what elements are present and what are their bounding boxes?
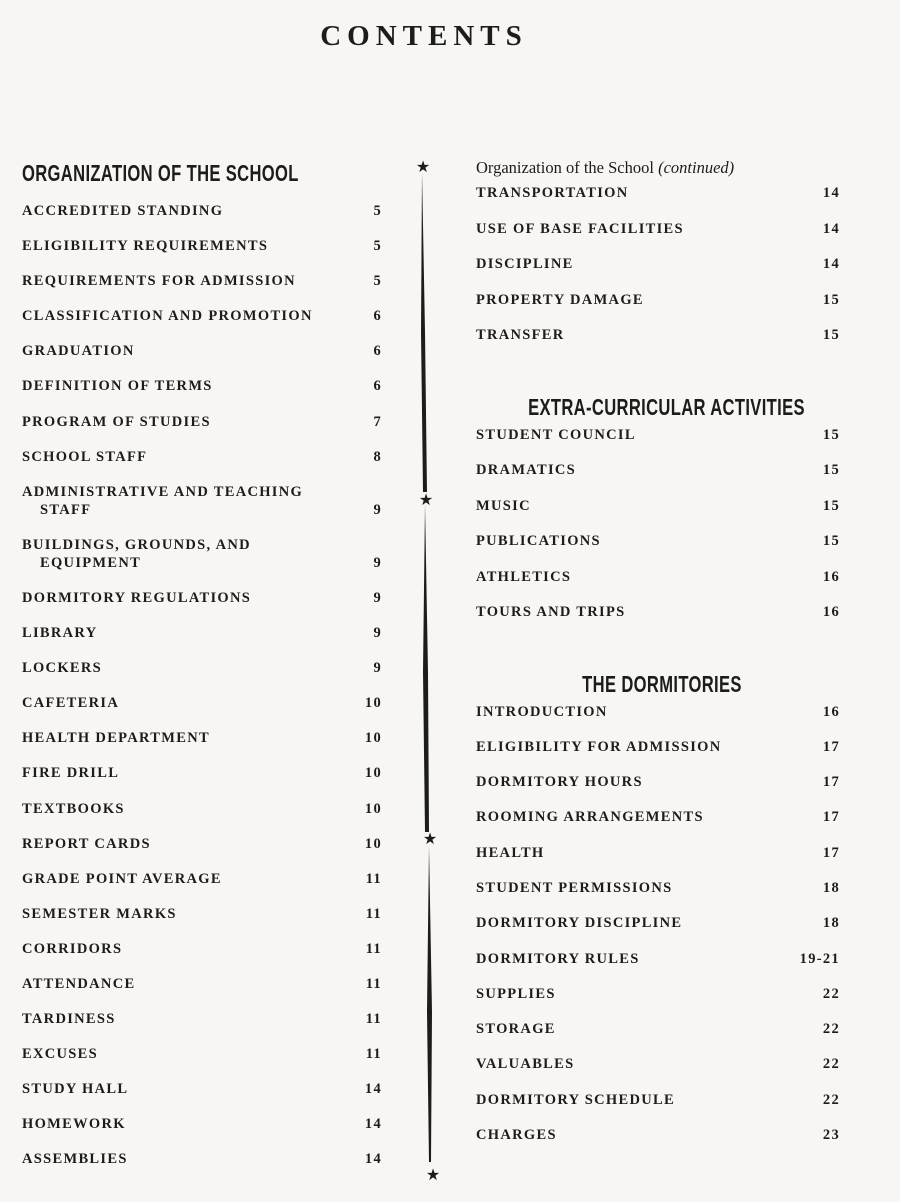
toc-entry-page-number: 6	[373, 308, 382, 325]
toc-entry-label-continued: EQUIPMENT	[40, 554, 142, 571]
toc-entry-label-continued: STAFF	[40, 501, 92, 518]
toc-entry-page-number: 9	[373, 589, 382, 606]
vertical-divider-ornament	[404, 152, 444, 1182]
toc-entry-page-number: 15	[822, 462, 840, 478]
toc-entry	[22, 624, 382, 642]
toc-entry-page-number: 15	[822, 533, 840, 549]
section-heading-organization: ORGANIZATION OF THE SCHOOL	[22, 160, 299, 186]
toc-entry-page-number: 10	[364, 730, 382, 747]
toc-entry	[476, 1091, 848, 1109]
toc-entry-label: MUSIC	[476, 497, 531, 514]
toc-entry	[22, 1010, 382, 1028]
toc-entry	[476, 773, 848, 791]
toc-entry-label: BUILDINGS, GROUNDS, AND	[22, 536, 251, 553]
toc-entry-page-number: 22	[822, 1021, 840, 1038]
toc-entry-label: ROOMING ARRANGEMENTS	[476, 809, 704, 826]
toc-list-organization	[22, 202, 382, 1168]
toc-entry-label: STORAGE	[476, 1021, 556, 1038]
toc-entry-page-number: 10	[364, 695, 382, 712]
toc-entry-label: DORMITORY HOURS	[476, 774, 643, 791]
toc-entry	[476, 426, 848, 444]
toc-entry-page-number: 14	[364, 1151, 382, 1168]
toc-entry	[476, 844, 848, 862]
toc-entry-page-number: 11	[365, 905, 382, 922]
toc-entry-label: GRADUATION	[22, 343, 135, 360]
star-icon: ★	[422, 829, 438, 848]
toc-entry-page-number: 18	[822, 915, 840, 932]
toc-entry	[476, 1055, 848, 1073]
toc-entry-page-number: 15	[822, 327, 840, 343]
toc-entry-page-number: 18	[822, 879, 840, 896]
toc-entry-label: HOMEWORK	[22, 1116, 126, 1133]
toc-entry	[22, 202, 382, 220]
toc-entry-label: ELIGIBILITY FOR ADMISSION	[476, 738, 722, 755]
toc-entry-page-number: 15	[822, 426, 840, 443]
divider-spindle-2	[423, 504, 429, 832]
toc-entry-label: REPORT CARDS	[22, 835, 151, 852]
toc-entry-page-number: 10	[364, 835, 382, 852]
continued-title	[476, 156, 848, 184]
toc-list-organization-continued	[476, 184, 848, 344]
toc-entry-label: CHARGES	[476, 1127, 557, 1144]
toc-entry-label: HEALTH	[476, 844, 545, 861]
toc-entry-page-number: 14	[364, 1116, 382, 1133]
toc-entry	[476, 985, 848, 1003]
toc-entry	[22, 940, 382, 958]
toc-entry	[22, 589, 382, 607]
toc-entry	[476, 291, 848, 309]
toc-entry-label: DEFINITION OF TERMS	[22, 378, 213, 395]
toc-entry-page-number: 5	[373, 203, 382, 219]
toc-entry	[476, 220, 848, 238]
toc-entry-label: DORMITORY RULES	[476, 950, 640, 967]
toc-entry	[22, 905, 382, 923]
toc-entry	[476, 738, 848, 756]
toc-entry	[476, 703, 848, 721]
continued-title-text: Organization of the School	[476, 158, 654, 177]
toc-entry-page-number: 5	[373, 273, 382, 290]
toc-entry-page-number: 11	[365, 975, 382, 992]
star-icon: ★	[418, 490, 434, 509]
section-heading-dormitories: THE DORMITORIES	[582, 670, 742, 697]
toc-entry-label: TRANSFER	[476, 327, 565, 343]
toc-entry	[476, 255, 848, 273]
toc-entry	[22, 536, 382, 572]
toc-entry-label: FIRE DRILL	[22, 765, 120, 782]
toc-entry	[22, 975, 382, 993]
toc-entry-label: PUBLICATIONS	[476, 533, 601, 549]
toc-entry-page-number: 19-21	[799, 950, 840, 967]
toc-entry-label: PROPERTY DAMAGE	[476, 291, 644, 308]
toc-entry	[22, 272, 382, 290]
toc-entry-page-number: 6	[373, 378, 382, 395]
toc-entry-label: LIBRARY	[22, 625, 98, 642]
toc-entry	[22, 483, 382, 519]
divider-spindle-3	[427, 846, 432, 1162]
toc-entry-label: REQUIREMENTS FOR ADMISSION	[22, 273, 296, 290]
toc-entry	[22, 448, 382, 466]
toc-entry-page-number: 22	[822, 1091, 840, 1108]
toc-entry-label: DRAMATICS	[476, 462, 577, 478]
toc-entry-label: PROGRAM OF STUDIES	[22, 413, 211, 430]
toc-entry-label: ATTENDANCE	[22, 975, 136, 992]
toc-entry-label: TEXTBOOKS	[22, 800, 125, 817]
toc-entry-page-number: 17	[822, 844, 840, 861]
toc-entry-label: ELIGIBILITY REQUIREMENTS	[22, 238, 269, 255]
toc-entry-label: ASSEMBLIES	[22, 1151, 128, 1168]
toc-entry-label: ACCREDITED STANDING	[22, 203, 224, 219]
toc-entry-label: STUDENT PERMISSIONS	[476, 879, 673, 896]
toc-entry	[22, 1150, 382, 1168]
toc-entry-label: TARDINESS	[22, 1011, 116, 1028]
right-column	[476, 156, 848, 1161]
toc-entry-page-number: 11	[365, 1046, 382, 1063]
toc-entry-page-number: 15	[822, 291, 840, 308]
toc-entry-label: CORRIDORS	[22, 940, 123, 957]
continued-note: (continued)	[658, 158, 735, 177]
toc-entry-label: HEALTH DEPARTMENT	[22, 730, 210, 747]
toc-entry-page-number: 14	[822, 185, 840, 201]
toc-entry	[476, 497, 848, 515]
toc-entry	[476, 1126, 848, 1144]
toc-entry	[22, 729, 382, 747]
toc-entry	[476, 184, 848, 202]
toc-entry	[476, 568, 848, 586]
toc-entry-label: INTRODUCTION	[476, 703, 608, 720]
divider-spindle-1	[421, 172, 427, 492]
toc-entry-page-number: 16	[822, 568, 840, 585]
toc-entry	[476, 532, 848, 550]
toc-entry	[22, 1080, 382, 1098]
toc-entry	[476, 603, 848, 621]
left-column	[22, 156, 382, 1186]
toc-entry-label: DORMITORY REGULATIONS	[22, 589, 252, 606]
toc-entry-page-number: 11	[365, 940, 382, 957]
toc-entry-page-number: 22	[822, 985, 840, 1002]
toc-entry	[476, 808, 848, 826]
toc-entry-page-number: 16	[822, 703, 840, 720]
toc-entry-page-number: 6	[373, 343, 382, 360]
toc-entry	[22, 237, 382, 255]
toc-entry-label: DISCIPLINE	[476, 256, 574, 272]
toc-entry-label: CAFETERIA	[22, 695, 120, 712]
toc-entry-page-number: 9	[373, 501, 382, 518]
toc-entry-label: TRANSPORTATION	[476, 185, 629, 201]
toc-entry	[22, 307, 382, 325]
page-title: CONTENTS	[320, 20, 528, 52]
toc-entry-page-number: 23	[822, 1127, 840, 1144]
toc-list-dormitories	[476, 703, 848, 1145]
toc-entry-label: VALUABLES	[476, 1056, 575, 1073]
toc-entry-label: STUDENT COUNCIL	[476, 426, 636, 443]
toc-entry-page-number: 11	[365, 870, 382, 887]
toc-entry-page-number: 8	[373, 448, 382, 465]
toc-entry-page-number: 10	[364, 765, 382, 782]
toc-entry	[22, 342, 382, 360]
toc-entry-label: SEMESTER MARKS	[22, 905, 177, 922]
toc-entry	[22, 870, 382, 888]
toc-entry-page-number: 7	[373, 413, 382, 430]
toc-entry-page-number: 17	[822, 809, 840, 826]
toc-list-extracurricular	[476, 426, 848, 622]
toc-entry-label: GRADE POINT AVERAGE	[22, 870, 222, 887]
toc-entry	[22, 694, 382, 712]
toc-entry-label: SCHOOL STAFF	[22, 448, 148, 465]
toc-entry	[476, 326, 848, 344]
toc-entry	[476, 461, 848, 479]
toc-entry	[476, 950, 848, 968]
toc-entry	[22, 835, 382, 853]
toc-entry-label: ATHLETICS	[476, 568, 572, 585]
toc-entry-page-number: 11	[365, 1011, 382, 1028]
toc-entry-label: STUDY HALL	[22, 1081, 129, 1098]
star-icon: ★	[425, 1165, 441, 1182]
toc-entry	[22, 1115, 382, 1133]
toc-entry-label: SUPPLIES	[476, 985, 556, 1002]
toc-entry-page-number: 16	[822, 604, 840, 620]
toc-entry	[22, 413, 382, 431]
toc-entry-label: DORMITORY DISCIPLINE	[476, 915, 683, 932]
toc-entry-page-number: 9	[373, 554, 382, 571]
section-heading-extracurricular: EXTRA-CURRICULAR ACTIVITIES	[528, 393, 805, 420]
toc-entry-page-number: 22	[822, 1056, 840, 1073]
toc-entry-page-number: 15	[822, 497, 840, 514]
toc-entry	[476, 879, 848, 897]
toc-entry	[22, 1045, 382, 1063]
toc-entry-page-number: 14	[822, 256, 840, 272]
toc-entry	[476, 1020, 848, 1038]
toc-entry-label: LOCKERS	[22, 660, 103, 677]
toc-entry-label: CLASSIFICATION AND PROMOTION	[22, 308, 313, 325]
toc-entry-page-number: 5	[373, 238, 382, 255]
toc-entry	[22, 800, 382, 818]
toc-entry-page-number: 9	[373, 625, 382, 642]
toc-entry-page-number: 14	[364, 1081, 382, 1098]
toc-entry-label: EXCUSES	[22, 1046, 98, 1063]
star-icon: ★	[415, 157, 431, 176]
toc-entry	[22, 377, 382, 395]
toc-entry-page-number: 9	[373, 660, 382, 677]
toc-entry-label: USE OF BASE FACILITIES	[476, 220, 684, 237]
toc-entry	[22, 659, 382, 677]
toc-entry-label: TOURS AND TRIPS	[476, 604, 626, 620]
toc-entry-label: ADMINISTRATIVE AND TEACHING	[22, 483, 304, 500]
toc-entry-page-number: 14	[822, 220, 840, 237]
toc-entry-page-number: 17	[822, 774, 840, 791]
toc-entry-page-number: 10	[364, 800, 382, 817]
toc-entry-page-number: 17	[822, 738, 840, 755]
toc-entry	[22, 764, 382, 782]
toc-entry-label: DORMITORY SCHEDULE	[476, 1091, 675, 1108]
toc-entry	[476, 914, 848, 932]
